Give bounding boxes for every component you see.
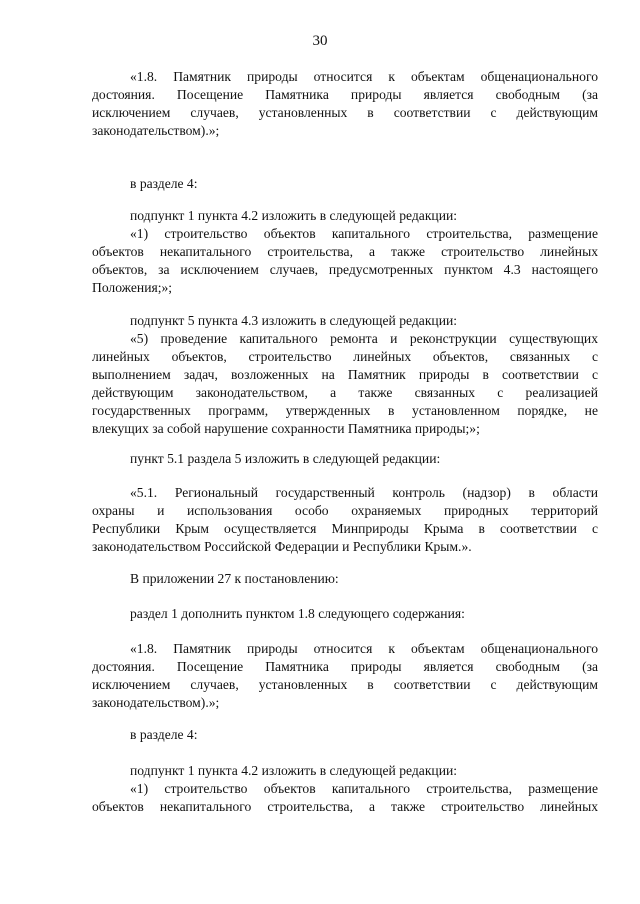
text-line: «5) проведение капитального ремонта и реконструкции существующих — [130, 331, 598, 346]
paragraph-1 — [92, 68, 598, 140]
text-line: законодательством Российской Федерации и Республики Крым.». — [92, 539, 472, 554]
paragraph-7 — [92, 570, 598, 588]
text-line: «1.8. Памятник природы относится к объектам общенационального — [130, 69, 598, 84]
text-line: объектов, за исключением случаев, предусмотренных пунктом 4.3 настоящего — [92, 262, 598, 277]
paragraph-2 — [92, 175, 598, 193]
text-line: «1) строительство объектов капитального строительства, размещение — [130, 781, 598, 796]
text-line: Положения;»; — [92, 280, 173, 295]
paragraph-5 — [92, 450, 598, 468]
text-line: исключением случаев, установленных в соответствии с действующим — [92, 677, 598, 692]
text-line: в разделе 4: — [130, 727, 198, 742]
text-line: подпункт 1 пункта 4.2 изложить в следующей редакции: — [130, 208, 458, 223]
text-line: законодательством).»; — [92, 123, 220, 138]
text-line: в разделе 4: — [130, 176, 198, 191]
text-line: подпункт 5 пункта 4.3 изложить в следующей редакции: — [130, 313, 458, 328]
paragraph-4 — [92, 312, 598, 438]
text-line: исключением случаев, установленных в соответствии с действующим — [92, 105, 598, 120]
paragraph-9 — [92, 640, 598, 712]
text-line: влекущих за собой нарушение сохранности Памятника природы;»; — [92, 421, 480, 436]
text-line: достояния. Посещение Памятника природы является свободным (за — [92, 659, 598, 674]
paragraph-3 — [92, 207, 598, 297]
text-line: объектов некапитального строительства, а также строительство линейных — [92, 244, 598, 259]
text-line: государственных программ, утвержденных в установленном порядке, не — [92, 403, 598, 418]
text-line: законодательством).»; — [92, 695, 220, 710]
text-line: выполнением задач, возложенных на Памятник природы в соответствии с — [92, 367, 598, 382]
text-line: подпункт 1 пункта 4.2 изложить в следующей редакции: — [130, 763, 458, 778]
text-line: Республики Крым осуществляется Минприроды Крыма в соответствии с — [92, 521, 598, 536]
text-line: объектов некапитального строительства, а также строительство линейных — [92, 799, 598, 814]
paragraph-11 — [92, 762, 598, 816]
text-line: раздел 1 дополнить пунктом 1.8 следующего содержания: — [130, 606, 465, 621]
text-line: «1) строительство объектов капитального строительства, размещение — [130, 226, 598, 241]
text-line: «1.8. Памятник природы относится к объектам общенационального — [130, 641, 598, 656]
text-line: «5.1. Региональный государственный контроль (надзор) в области — [130, 485, 598, 500]
text-line: пункт 5.1 раздела 5 изложить в следующей редакции: — [130, 451, 441, 466]
text-line: охраны и использования особо охраняемых природных территорий — [92, 503, 598, 518]
page-number: 30 — [312, 33, 328, 49]
paragraph-6 — [92, 484, 598, 556]
text-line: действующим законодательством, а также связанных с реализацией — [92, 385, 598, 400]
text-line: В приложении 27 к постановлению: — [130, 571, 339, 586]
text-line: линейных объектов, строительство линейных объектов, связанных с — [92, 349, 598, 364]
paragraph-10 — [92, 726, 598, 744]
paragraph-8 — [92, 605, 598, 623]
text-line: достояния. Посещение Памятника природы является свободным (за — [92, 87, 598, 102]
